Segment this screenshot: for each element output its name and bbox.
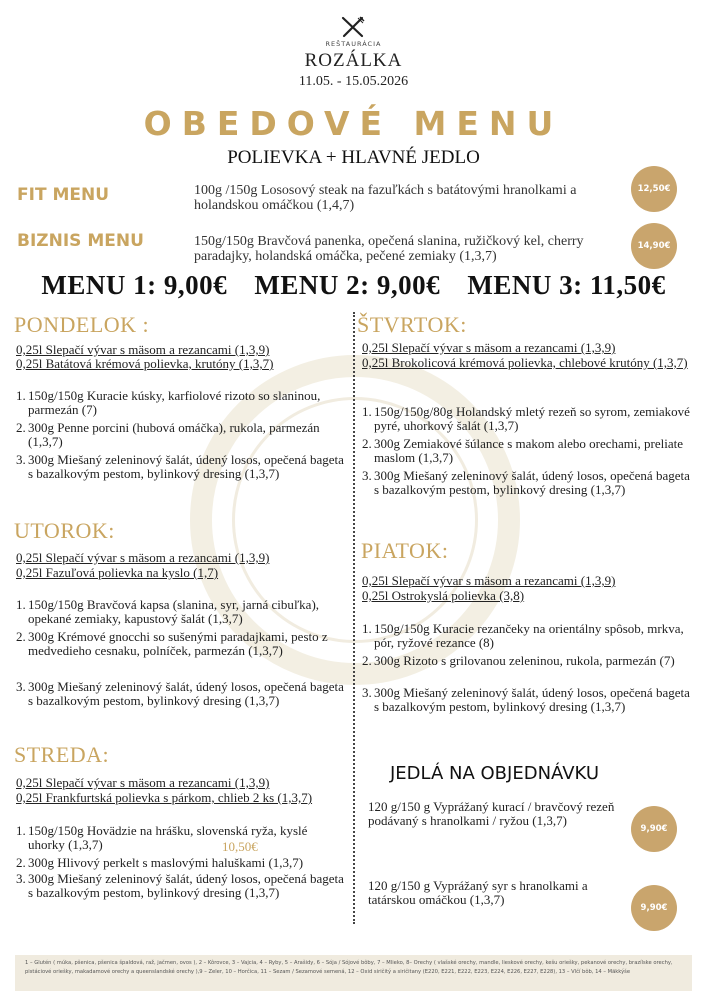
- day-title-wednesday: STREDA:: [14, 742, 110, 767]
- dish-item: 1. 150g/150g Kuracie rezančeky na orientálny spôsob, mrkva, pór, ryžové rezance (8): [362, 621, 684, 650]
- dish-item: 2. 300g Hlivový perkelt s maslovými haluškami (1,3,7): [16, 855, 304, 870]
- extra-price: 10,50€: [222, 839, 258, 854]
- day-title-friday: PIATOK:: [361, 538, 449, 563]
- dish-item: 3. 300g Miešaný zeleninový šalát, údený losos, opečená bageta s bazalkovým pestom, bylinkový dresing (1,3,7): [362, 468, 690, 497]
- allergen-footer: 1 – Glutén ( múka, pšenica, pšenica špaldová, raž, jačmen, ovos ), 2 – Kôrovce, 3 – Vajcia, 4 – Ryby, 5 – Arašidy, 6 – Sója / Sójové bôby, 7 – Mlieko, 8– Orechy ( vlašské orechy, mandle, lieskové orechy, kešu oriešky, pekanové orechy, brazílske orechy, pistáciové oriešky, makadamové orechy a queenslandské orechy ),9 – Zeler, 10 – Horčica, 11 – Sezam / Sezamové semená, 12 – Oxid siričitý a siričitany (E220, E221, E222, E223, E224, E226, E227, E228), 13 – Vlčí bôb, 14 – Mäkkýše: [15, 955, 692, 991]
- order-item-price-badge: 9,90€: [631, 806, 677, 852]
- soup-item: 0,25l Slepačí vývar s mäsom a rezancami (1,3,9): [362, 573, 616, 588]
- dish-item: 1. 150g/150g Kuracie kúsky, karfiolové rizoto so slaninou, parmezán (7): [16, 388, 321, 417]
- day-title-monday: PONDELOK :: [14, 312, 150, 337]
- fork-knife-icon: [340, 16, 366, 38]
- day-title-thursday: ŠTVRTOK:: [357, 312, 467, 337]
- dish-item: 3. 300g Miešaný zeleninový šalát, údený losos, opečená bageta s bazalkovým pestom, bylinkový dresing (1,3,7): [16, 679, 344, 708]
- biznis-menu-label: BIZNIS MENU: [17, 231, 144, 251]
- soup-item: 0,25l Batátová krémová polievka, krutóny (1,3,7): [16, 356, 274, 371]
- biznis-menu-price-badge: 14,90€: [631, 223, 677, 269]
- order-item: 120 g/150 g Vyprážaný syr s hranolkami a tatárskou omáčkou (1,3,7): [368, 878, 588, 907]
- soup-item: 0,25l Brokolicová krémová polievka, chlebové krutóny (1,3,7): [362, 355, 688, 370]
- biznis-menu-description: 150g/150g Bravčová panenka, opečená slanina, ružičkový kel, cherry paradajky, holandská omáčka, pečené zemiaky (1,3,7): [194, 234, 584, 264]
- soup-item: 0,25l Slepačí vývar s mäsom a rezancami (1,3,9): [362, 340, 616, 355]
- dish-item: 2. 300g Krémové gnocchi so sušenými paradajkami, pesto z medvedieho cesnaku, polníček, parmezán (1,3,7): [16, 629, 328, 658]
- soup-item: 0,25l Frankfurtská polievka s párkom, chlieb 2 ks (1,3,7): [16, 790, 313, 805]
- dish-item: 1. 150g/150g Bravčová kapsa (slanina, syr, jarná cibuľka), opekané zemiaky, kapustový šalát (1,3,7): [16, 597, 320, 626]
- page-title: OBEDOVÉ MENU: [143, 104, 564, 143]
- order-item-price-badge: 9,90€: [631, 885, 677, 931]
- dish-item: 1. 150g/150g Hovädzie na hrášku, slovenská ryža, kyslé uhorky (1,3,7): [16, 823, 308, 852]
- order-section-title: JEDLÁ NA OBJEDNÁVKU: [390, 763, 600, 784]
- order-item: 120 g/150 g Vyprážaný kurací / bravčový rezeň podávaný s hranolkami / ryžou (1,3,7): [368, 799, 615, 828]
- dish-item: 2. 300g Zemiakové šúlance s makom alebo orechami, preliate maslom (1,3,7): [362, 436, 683, 465]
- soup-item: 0,25l Slepačí vývar s mäsom a rezancami (1,3,9): [16, 550, 270, 565]
- soup-item: 0,25l Fazuľová polievka na kyslo (1,7): [16, 565, 219, 580]
- soup-item: 0,25l Ostrokyslá polievka (3,8): [362, 588, 525, 603]
- soup-item: 0,25l Slepačí vývar s mäsom a rezancami (1,3,9): [16, 342, 270, 357]
- menu1-price: MENU 1: 9,00€: [41, 270, 228, 300]
- menu2-price: MENU 2: 9,00€: [254, 270, 441, 300]
- fit-menu-price-badge: 12,50€: [631, 166, 677, 212]
- fit-menu-description: 100g /150g Lososový steak na fazuľkách s batátovými hranolkami a holandskou omáčkou (1,4,7): [194, 183, 577, 213]
- dish-item: 1. 150g/150g/80g Holandský mletý rezeň so syrom, zemiakové pyré, uhorkový šalát (1,3,7): [362, 404, 690, 433]
- menu3-price: MENU 3: 11,50€: [467, 270, 666, 300]
- dish-item: 3. 300g Miešaný zeleninový šalát, údený losos, opečená bageta s bazalkovým pestom, bylinkový dresing (1,3,7): [16, 452, 344, 481]
- dish-item: 2. 300g Penne porcini (hubová omáčka), rukola, parmezán (1,3,7): [16, 420, 320, 449]
- fit-menu-label: FIT MENU: [17, 185, 110, 205]
- restaurant-label: REŠTAURÁCIA: [325, 40, 382, 48]
- page-subtitle: POLIEVKA + HLAVNÉ JEDLO: [227, 147, 480, 168]
- column-divider: [353, 312, 355, 924]
- dish-item: 2. 300g Rizoto s grilovanou zeleninou, rukola, parmezán (7): [362, 653, 675, 668]
- menu-prices: [0, 270, 707, 301]
- dish-item: 3. 300g Miešaný zeleninový šalát, údený losos, opečená bageta s bazalkovým pestom, bylinkový dresing (1,3,7): [362, 685, 690, 714]
- soup-item: 0,25l Slepačí vývar s mäsom a rezancami (1,3,9): [16, 775, 270, 790]
- restaurant-name: ROZÁLKA: [304, 50, 403, 71]
- date-range: 11.05. - 15.05.2026: [298, 74, 409, 89]
- day-title-tuesday: UTOROK:: [14, 518, 115, 543]
- dish-item: 3. 300g Miešaný zeleninový šalát, údený losos, opečená bageta s bazalkovým pestom, bylinkový dresing (1,3,7): [16, 871, 344, 900]
